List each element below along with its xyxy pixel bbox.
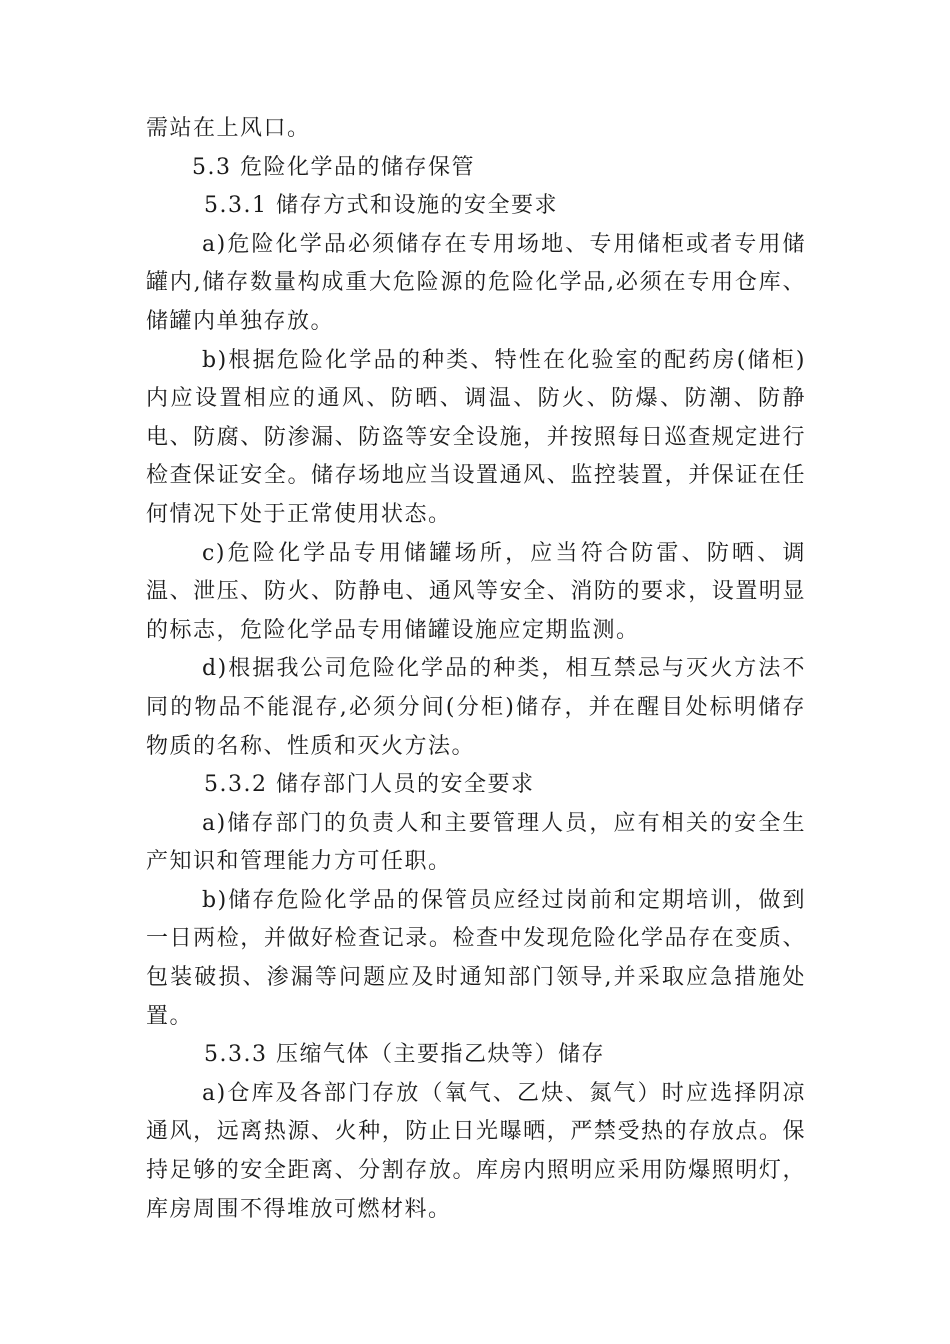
paragraph-5-3-1-c: c)危险化学品专用储罐场所，应当符合防雷、防晒、调温、泄压、防火、防静电、通风等安全、消防的要求，设置明显的标志，危险化学品专用储罐设施应定期监测。 [146,540,806,643]
paragraph-5-3-1-d: d)根据我公司危险化学品的种类，相互禁忌与灭火方法不同的物品不能混存,必须分间(分柜)储存，并在醒目处标明储存物质的名称、性质和灭火方法。 [146,656,806,759]
subsection-heading-5-3-3: 5.3.3 压缩气体（主要指乙炔等）储存 [204,1042,605,1068]
document-body [146,110,806,1229]
paragraph-5-3-2-b: b)储存危险化学品的保管员应经过岗前和定期培训，做到一日两检，并做好检查记录。检查中发现危险化学品存在变质、包装破损、渗漏等问题应及时通知部门领导,并采取应急措施处置。 [146,887,806,1029]
paragraph-5-3-3-a: a)仓库及各部门存放（氧气、乙炔、氮气）时应选择阴凉通风，远离热源、火种，防止日光曝晒，严禁受热的存放点。保持足够的安全距离、分割存放。库房内照明应采用防爆照明灯，库房周围不得堆放可燃材料。 [146,1080,806,1222]
paragraph-5-3-1-b: b)根据危险化学品的种类、特性在化验室的配药房(储柜)内应设置相应的通风、防晒、调温、防火、防爆、防潮、防静电、防腐、防渗漏、防盗等安全设施，并按照每日巡查规定进行检查保证安全。储存场地应当设置通风、监控装置，并保证在任何情况下处于正常使用状态。 [146,347,806,527]
paragraph-5-3-2-a: a)储存部门的负责人和主要管理人员，应有相关的安全生产知识和管理能力方可任职。 [146,810,806,875]
subsection-heading-5-3-2: 5.3.2 储存部门人员的安全要求 [204,772,535,798]
section-heading-5-3: 5.3 危险化学品的储存保管 [192,154,475,180]
subsection-heading-5-3-1: 5.3.1 储存方式和设施的安全要求 [204,193,558,219]
paragraph-continuation: 需站在上风口。 [146,116,311,141]
paragraph-5-3-1-a: a)危险化学品必须储存在专用场地、专用储柜或者专用储罐内,储存数量构成重大危险源的危险化学品,必须在专用仓库、储罐内单独存放。 [146,231,806,334]
